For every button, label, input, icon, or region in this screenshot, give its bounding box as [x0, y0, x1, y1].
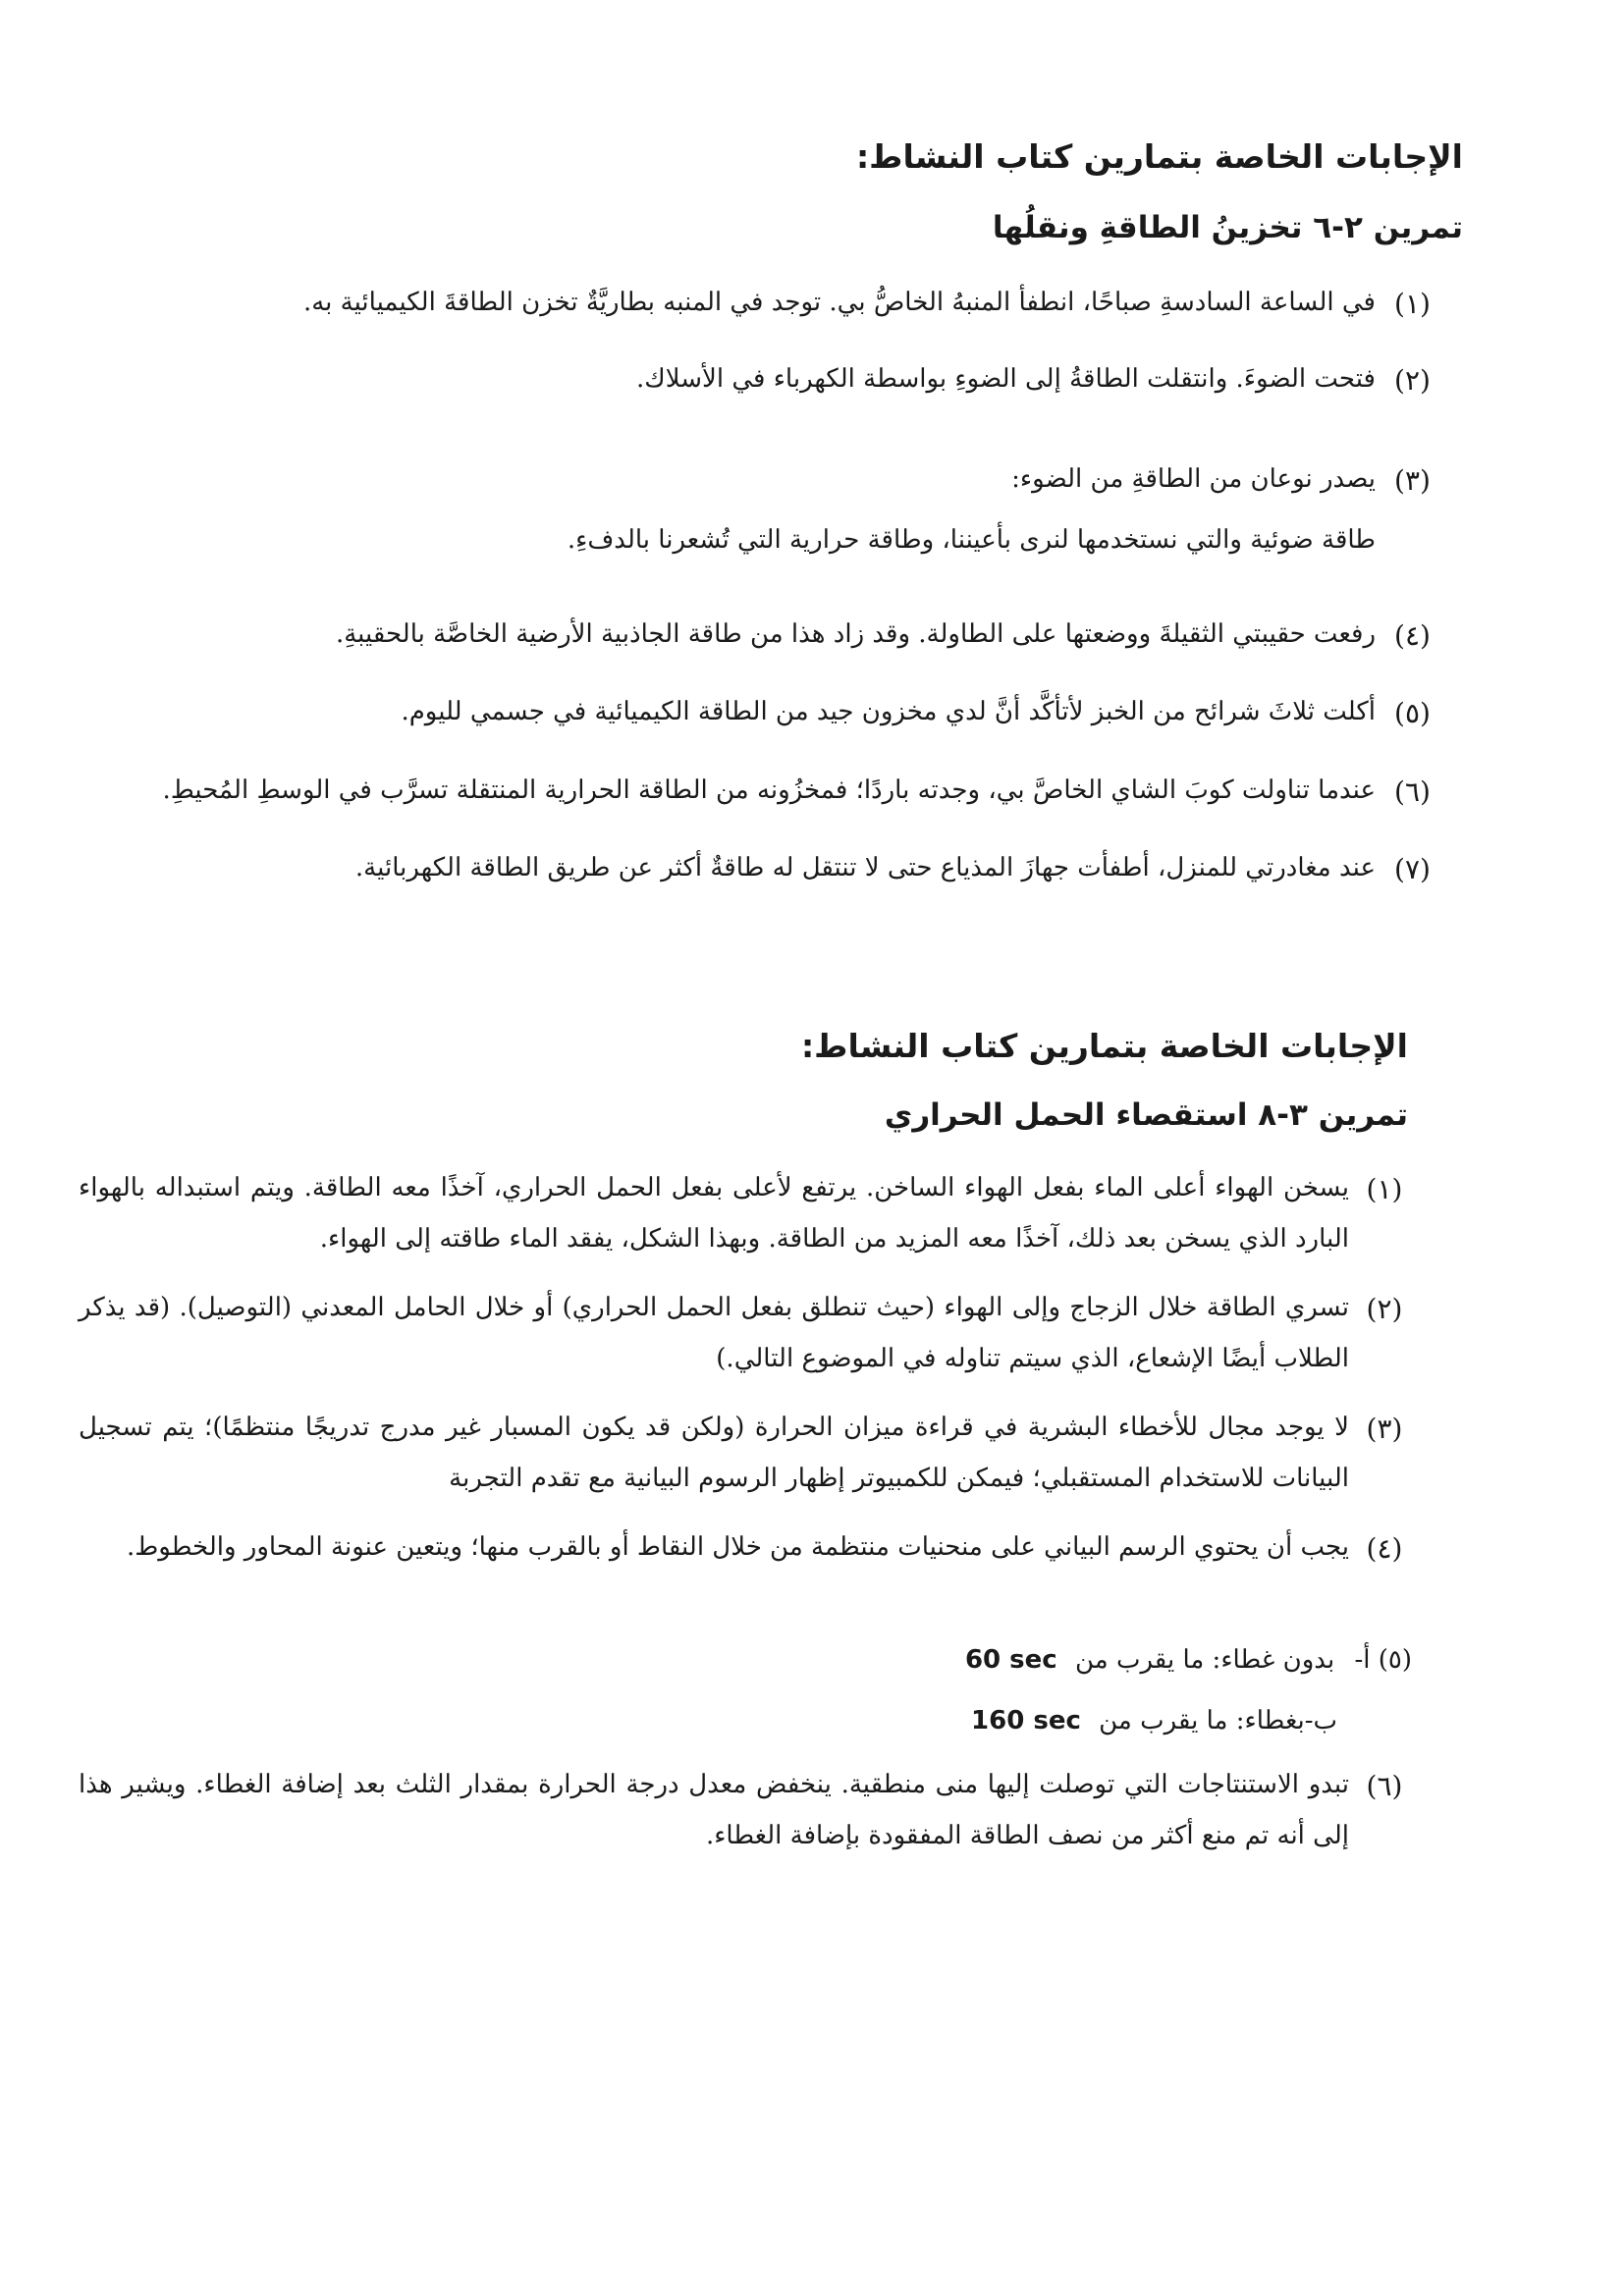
s1-item-1 — [173, 277, 1449, 328]
item-number: (٣) — [1394, 464, 1431, 497]
item-number: (٤) — [1366, 1532, 1403, 1565]
item-text — [79, 1522, 1349, 1573]
item-text: بدون غطاء: ما يقرب من — [1074, 1645, 1335, 1675]
item-text — [173, 842, 1376, 893]
s2-item-3 — [79, 1402, 1420, 1504]
item-number: (٦) — [1366, 1770, 1403, 1802]
section1-subheading: تمرين ٢-٦ تخزينُ الطاقةِ ونقلُها — [992, 210, 1463, 245]
item-value: 160 sec — [971, 1706, 1081, 1735]
item-line: لا يوجد مجال للأخطاء البشرية في قراءة ميزان الحرارة (ولكن قد يكون المسبار غير مدرج تدريجًا منتظمًا)؛ يتم تسجيل البيانات للاستخدام المستقبلي؛ فيمكن للكمبيوتر إظهار الرسوم البيانية مع تقدم التجربة — [79, 1413, 1349, 1493]
item-line: أكلت ثلاثَ شرائح من الخبز لأتأكَّد أنَّ لدي مخزون جيد من الطاقة الكيميائية في جسمي لليوم. — [401, 697, 1376, 726]
item-text — [79, 1402, 1349, 1504]
item-number: (٤) — [1394, 619, 1431, 652]
item-number: (٧) — [1394, 853, 1431, 885]
s1-item-4 — [173, 609, 1449, 660]
item-text — [75, 765, 1376, 816]
item-number: (٦) — [1394, 775, 1431, 808]
item-line: تسري الطاقة خلال الزجاج وإلى الهواء (حيث تنطلق بفعل الحمل الحراري) أو خلال الحامل المعدني (التوصيل). (قد يذكر الطلاب أيضًا الإشعاع، الذي سيتم تناوله في الموضوع التالي.) — [79, 1293, 1349, 1373]
item-text — [173, 353, 1376, 404]
section2-subheading: تمرين ٣-٨ استقصاء الحمل الحراري — [884, 1097, 1408, 1133]
item-text — [173, 609, 1376, 660]
item-number: (٥) — [1394, 697, 1431, 729]
section1-heading: الإجابات الخاصة بتمارين كتاب النشاط: — [855, 137, 1463, 176]
item-text — [79, 1759, 1349, 1861]
s2-item-5b — [971, 1706, 1337, 1735]
item-line: عند مغادرتي للمنزل، أطفأت جهازَ المذياع حتى لا تنتقل له طاقةٌ أكثر عن طريق الطاقة الكهربائية. — [354, 853, 1376, 882]
item-text — [173, 277, 1376, 328]
item-number: (١) — [1366, 1173, 1403, 1205]
item-number: (٢) — [1394, 364, 1431, 397]
item-line: رفعت حقيبتي الثقيلةَ ووضعتها على الطاولة. وقد زاد هذا من طاقة الجاذبية الأرضية الخاصَّة بالحقيبةِ. — [335, 619, 1376, 649]
item-line: يصدر نوعان من الطاقةِ من الضوء: — [1011, 464, 1376, 494]
s1-item-7 — [173, 842, 1449, 893]
s2-item-5a — [965, 1645, 1412, 1675]
s2-item-6 — [79, 1759, 1420, 1861]
item-text: بغطاء: ما يقرب من — [1099, 1706, 1305, 1735]
item-line: يسخن الهواء أعلى الماء بفعل الهواء الساخن. يرتفع لأعلى بفعل الحمل الحراري، آخذًا معه الطاقة. ويتم استبداله بالهواء البارد الذي يسخن بعد ذلك، آخذًا معه المزيد من الطاقة. وبهذا الشكل، يفقد الماء طاقته إلى الهواء. — [79, 1173, 1349, 1254]
item-text — [79, 1282, 1349, 1384]
item-line: طاقة ضوئية والتي نستخدمها لنرى بأعيننا، وطاقة حرارية التي تُشعرنا بالدفءِ. — [567, 525, 1376, 555]
item-line: في الساعة السادسةِ صباحًا، انطفأ المنبهُ الخاصُّ بي. توجد في المنبه بطاريَّةٌ تخزن الطاقةَ الكيميائية به. — [302, 288, 1376, 317]
item-number: (٢) — [1366, 1293, 1403, 1325]
s1-item-6 — [75, 765, 1449, 816]
item-text — [79, 1162, 1349, 1264]
item-value: 60 sec — [964, 1645, 1057, 1675]
item-label: ب- — [1304, 1706, 1337, 1735]
item-line: فتحت الضوءَ. وانتقلت الطاقةُ إلى الضوءِ بواسطة الكهرباء في الأسلاك. — [636, 364, 1376, 394]
section2-heading: الإجابات الخاصة بتمارين كتاب النشاط: — [800, 1027, 1408, 1065]
item-line: تبدو الاستنتاجات التي توصلت إليها منى منطقية. ينخفض معدل درجة الحرارة بمقدار الثلث بعد إضافة الغطاء. ويشير هذا إلى أنه تم منع أكثر من نصف الطاقة المفقودة بإضافة الغطاء. — [79, 1770, 1349, 1850]
s2-item-2 — [79, 1282, 1420, 1384]
s1-item-2 — [173, 353, 1449, 404]
s1-item-3 — [173, 454, 1449, 565]
s1-item-5 — [173, 686, 1449, 737]
s2-item-1 — [79, 1162, 1420, 1264]
item-text — [173, 686, 1376, 737]
s2-item-4 — [79, 1522, 1420, 1573]
item-line: عندما تناولت كوبَ الشاي الخاصَّ بي، وجدته باردًا؛ فمخزُونه من الطاقة الحرارية المنتقلة تسرَّب في الوسطِ المُحيطِ. — [162, 775, 1376, 805]
item-text — [173, 454, 1376, 565]
item-number: (١) — [1394, 288, 1431, 320]
item-line: يجب أن يحتوي الرسم البياني على منحنيات منتظمة من خلال النقاط أو بالقرب منها؛ ويتعين عنونة المحاور والخطوط. — [126, 1532, 1349, 1562]
item-number: (٥) أ- — [1354, 1645, 1412, 1675]
item-number: (٣) — [1366, 1413, 1403, 1445]
